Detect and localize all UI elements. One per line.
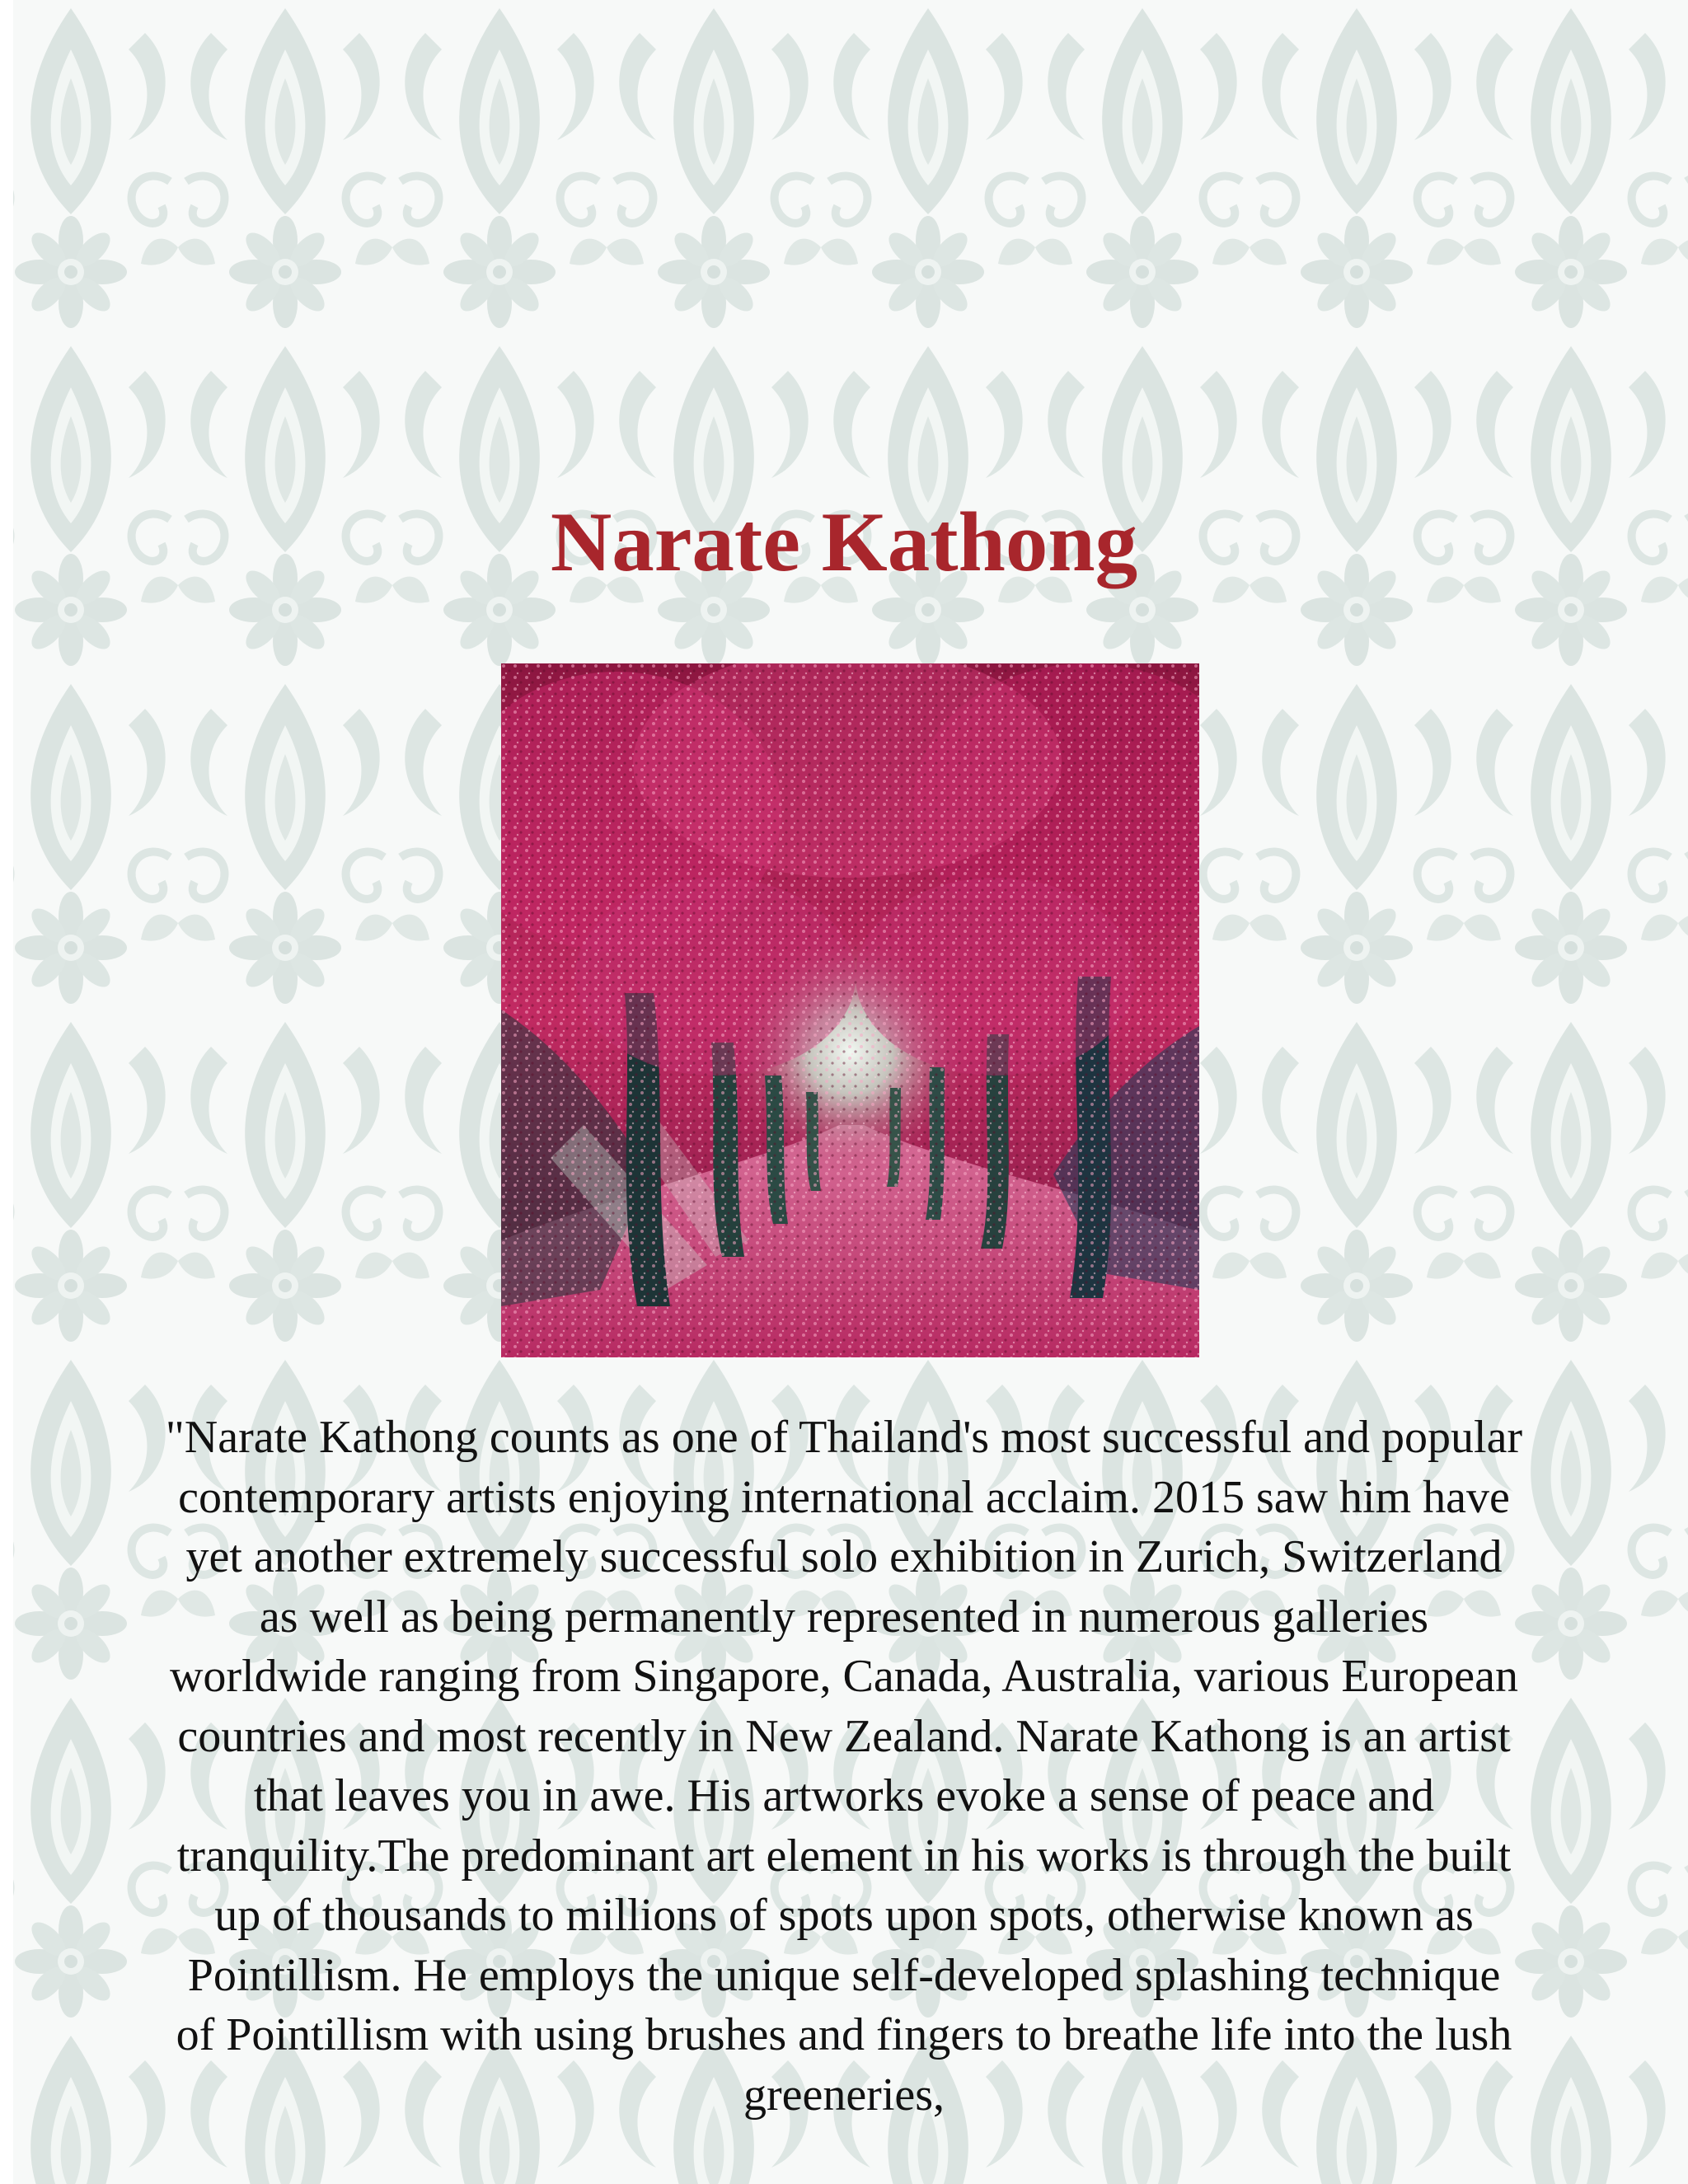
page-title: Narate Kathong: [550, 495, 1138, 589]
page-left-margin: [0, 0, 13, 2184]
artist-biography: "Narate Kathong counts as one of Thailand's most successful and popular contemporary artists enjoying international acclaim. 2015 saw him have yet another extremely successful solo exhibition in Zurich, Switzerland as well as being permanently represented in numerous galleries worldwide ranging from Singapore, Canada, Australia, various European countries and most recently in New Zealand. Narate Kathong is an artist that leaves you in awe. His artworks evoke a sense of peace and tranquility.The predominant art element in his works is through the built up of thousands to millions of spots upon spots, otherwise known as Pointillism. He employs the unique self-developed splashing technique of Pointillism with using brushes and fingers to breathe life into the lush greeneries,: [165, 1412, 1523, 2121]
pink-blossom-tree-avenue-painting-icon: [501, 663, 1199, 1357]
artwork-image: [501, 663, 1199, 1357]
